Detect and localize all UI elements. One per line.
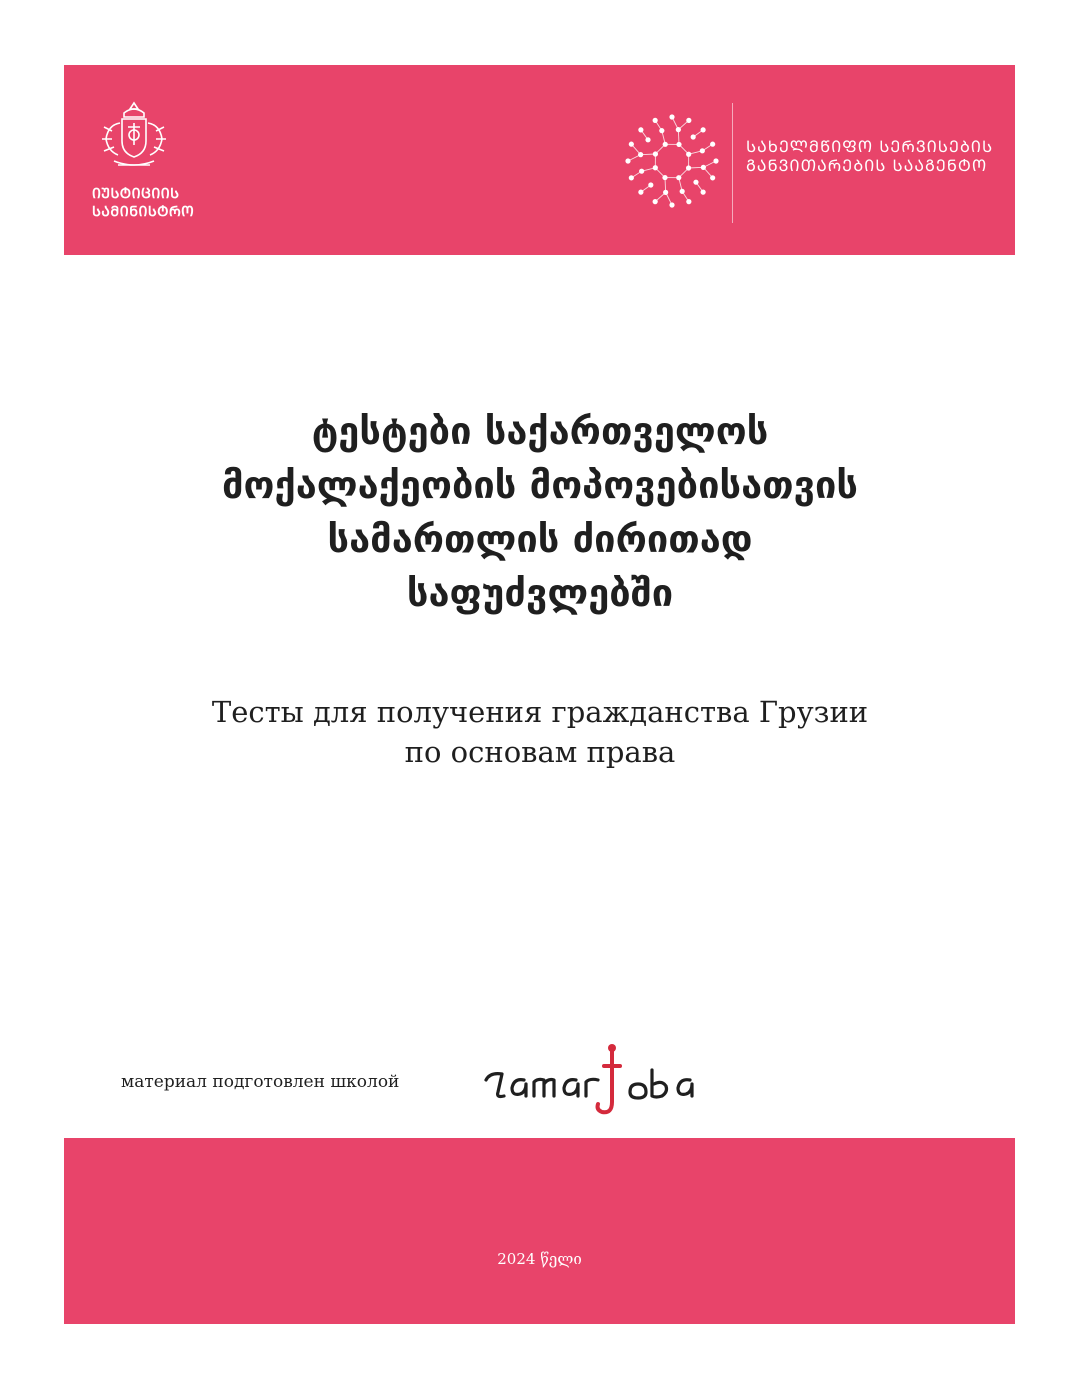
prepared-by-text: материал подготовлен школой bbox=[121, 1072, 400, 1092]
title-line1: ტესტები საქართველოს bbox=[311, 409, 769, 453]
network-node bbox=[701, 165, 706, 170]
agency-block bbox=[624, 103, 1004, 223]
ministry-name-line2: ᲡᲐᲛᲘᲜᲘᲡᲢᲠᲝ bbox=[92, 204, 195, 220]
network-node bbox=[686, 199, 691, 204]
network-node bbox=[653, 118, 658, 123]
document-subtitle bbox=[60, 692, 1020, 772]
network-node bbox=[625, 158, 630, 163]
title-line3: სამართლის ძირითად bbox=[327, 517, 753, 561]
network-node bbox=[638, 190, 643, 195]
network-node bbox=[701, 190, 706, 195]
network-node bbox=[700, 148, 705, 153]
network-node bbox=[653, 165, 658, 170]
ministry-block bbox=[92, 101, 252, 221]
network-node bbox=[653, 199, 658, 204]
network-node bbox=[639, 169, 644, 174]
network-node bbox=[663, 190, 668, 195]
tamarioba-logo bbox=[480, 1040, 700, 1120]
network-node bbox=[669, 202, 674, 207]
top-banner bbox=[64, 65, 1015, 255]
network-node bbox=[659, 128, 664, 133]
network-node bbox=[713, 158, 718, 163]
network-node bbox=[710, 142, 715, 147]
network-node bbox=[676, 127, 681, 132]
network-node bbox=[638, 152, 643, 157]
network-node bbox=[676, 175, 681, 180]
agency-divider bbox=[732, 103, 733, 223]
network-node bbox=[629, 175, 634, 180]
agency-name-line1: ᲡᲐᲮᲔᲚᲛᲬᲘᲤᲝ ᲡᲔᲠᲕᲘᲡᲔᲑᲘᲡ bbox=[746, 137, 994, 156]
subtitle-line2: по основам права bbox=[404, 735, 676, 769]
agency-name-line2: ᲒᲐᲜᲕᲘᲗᲐᲠᲔᲑᲘᲡ ᲡᲐᲐᲒᲔᲜᲢᲝ bbox=[746, 156, 988, 175]
network-node bbox=[680, 189, 685, 194]
network-node bbox=[691, 134, 696, 139]
bottom-banner bbox=[64, 1138, 1015, 1324]
network-node bbox=[629, 142, 634, 147]
year-label: 2024 წელი bbox=[497, 1250, 582, 1268]
network-circle-logo bbox=[624, 113, 720, 209]
network-node bbox=[710, 175, 715, 180]
document-title bbox=[60, 404, 1020, 620]
network-node bbox=[693, 180, 698, 185]
coat-of-arms-icon bbox=[94, 101, 174, 173]
network-node bbox=[669, 114, 674, 119]
ministry-name-line1: ᲘᲣᲡᲢᲘᲪᲘᲘᲡ bbox=[92, 186, 180, 202]
network-node bbox=[645, 137, 650, 142]
network-node bbox=[701, 127, 706, 132]
network-node bbox=[676, 142, 681, 147]
network-node bbox=[663, 142, 668, 147]
network-node bbox=[662, 175, 667, 180]
title-line4: საფუძვლებში bbox=[406, 571, 674, 615]
network-node bbox=[638, 127, 643, 132]
network-node bbox=[653, 151, 658, 156]
network-node bbox=[686, 152, 691, 157]
network-node bbox=[686, 165, 691, 170]
network-node bbox=[686, 118, 691, 123]
network-node bbox=[648, 182, 653, 187]
agency-name bbox=[746, 137, 993, 175]
title-line2: მოქალაქეობის მოპოვებისათვის bbox=[221, 463, 859, 507]
ministry-name bbox=[92, 185, 252, 221]
subtitle-line1: Тесты для получения гражданства Грузии bbox=[211, 695, 869, 729]
